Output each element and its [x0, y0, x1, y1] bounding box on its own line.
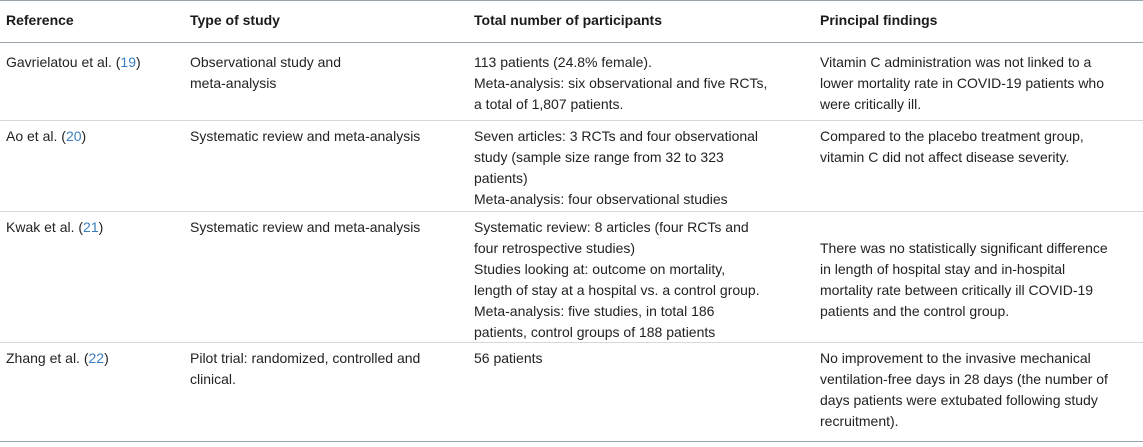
reference-link[interactable]: 20 — [65, 128, 82, 144]
cell-line: mortality rate between critically ill COVID-19 — [820, 282, 1094, 298]
cell-line: Observational study and — [190, 54, 341, 70]
reference-cell: Kwak et al. (21) — [6, 219, 104, 235]
row-divider — [0, 211, 1143, 212]
study-type-cell — [190, 52, 460, 94]
cell-line: Meta-analysis: four observational studies — [474, 191, 728, 207]
cell-line: Studies looking at: outcome on mortality, — [474, 261, 726, 277]
cell-line: Systematic review: 8 articles (four RCTs and — [474, 219, 749, 235]
cell-line: were critically ill. — [820, 96, 922, 112]
cell-line: There was no statistically significant difference — [820, 240, 1108, 256]
reference-link[interactable]: 21 — [83, 219, 99, 235]
header-principal-findings: Principal findings — [820, 12, 938, 28]
cell-line: four retrospective studies) — [474, 240, 636, 256]
cell-line: Compared to the placebo treatment group, — [820, 128, 1084, 144]
row-divider — [0, 120, 1143, 121]
table-top-rule — [0, 0, 1143, 1]
cell-line: Systematic review and meta-analysis — [190, 128, 421, 144]
cell-line: 113 patients (24.8% female). — [474, 54, 652, 70]
cell-line: clinical. — [190, 371, 236, 387]
cell-line: lower mortality rate in COVID-19 patients who — [820, 75, 1104, 91]
cell-line: Vitamin C administration was not linked to a — [820, 54, 1092, 70]
cell-line: No improvement to the invasive mechanical — [820, 350, 1091, 366]
header-reference: Reference — [6, 12, 74, 28]
reference-cell: Ao et al. (20) — [6, 128, 87, 144]
cell-line: length of stay at a hospital vs. a control group. — [474, 282, 760, 298]
cell-line: study (sample size range from 32 to 323 — [474, 149, 724, 165]
participants-cell — [474, 217, 804, 343]
study-type-cell — [190, 126, 460, 147]
cell-line: patients and the control group. — [820, 303, 1010, 319]
author-name: Kwak et al. — [6, 219, 75, 235]
row-divider — [0, 342, 1143, 343]
cell-line: vitamin C did not affect disease severity. — [820, 149, 1070, 165]
findings-cell — [820, 52, 1138, 115]
cell-line: days patients were extubated following study — [820, 392, 1098, 408]
header-participants: Total number of participants — [474, 12, 662, 28]
header-type-of-study: Type of study — [190, 12, 280, 28]
cell-line: Seven articles: 3 RCTs and four observational — [474, 128, 759, 144]
cell-line — [820, 217, 1138, 238]
participants-cell — [474, 348, 804, 369]
author-name: Ao et al. — [6, 128, 58, 144]
reference-cell: Gavrielatou et al. (19) — [6, 54, 141, 70]
cell-line: in length of hospital stay and in-hospital — [820, 261, 1066, 277]
cell-line: Meta-analysis: six observational and five RCTs, — [474, 75, 768, 91]
study-type-cell — [190, 217, 460, 238]
cell-line: a total of 1,807 patients. — [474, 96, 624, 112]
cell-line: 56 patients — [474, 350, 543, 366]
findings-cell — [820, 217, 1138, 322]
study-type-cell — [190, 348, 460, 390]
participants-cell — [474, 52, 804, 115]
reference-link[interactable]: 22 — [88, 350, 105, 366]
reference-cell: Zhang et al. (22) — [6, 350, 109, 366]
participants-cell — [474, 126, 804, 210]
cell-line: Meta-analysis: five studies, in total 186 — [474, 303, 715, 319]
table-bottom-rule — [0, 441, 1143, 442]
cell-line: Pilot trial: randomized, controlled and — [190, 350, 421, 366]
cell-line: recruitment). — [820, 413, 899, 429]
author-name: Gavrielatou et al. — [6, 54, 112, 70]
author-name: Zhang et al. — [6, 350, 80, 366]
table-header-row — [0, 10, 1143, 34]
findings-cell — [820, 126, 1138, 168]
cell-line: patients) — [474, 170, 528, 186]
header-bottom-rule — [0, 42, 1143, 43]
reference-link[interactable]: 19 — [120, 54, 136, 70]
cell-line: patients, control groups of 188 patients — [474, 324, 716, 340]
findings-cell — [820, 348, 1138, 432]
cell-line: ventilation-free days in 28 days (the number of — [820, 371, 1108, 387]
cell-line: Systematic review and meta-analysis — [190, 219, 421, 235]
cell-line: meta-analysis — [190, 75, 277, 91]
